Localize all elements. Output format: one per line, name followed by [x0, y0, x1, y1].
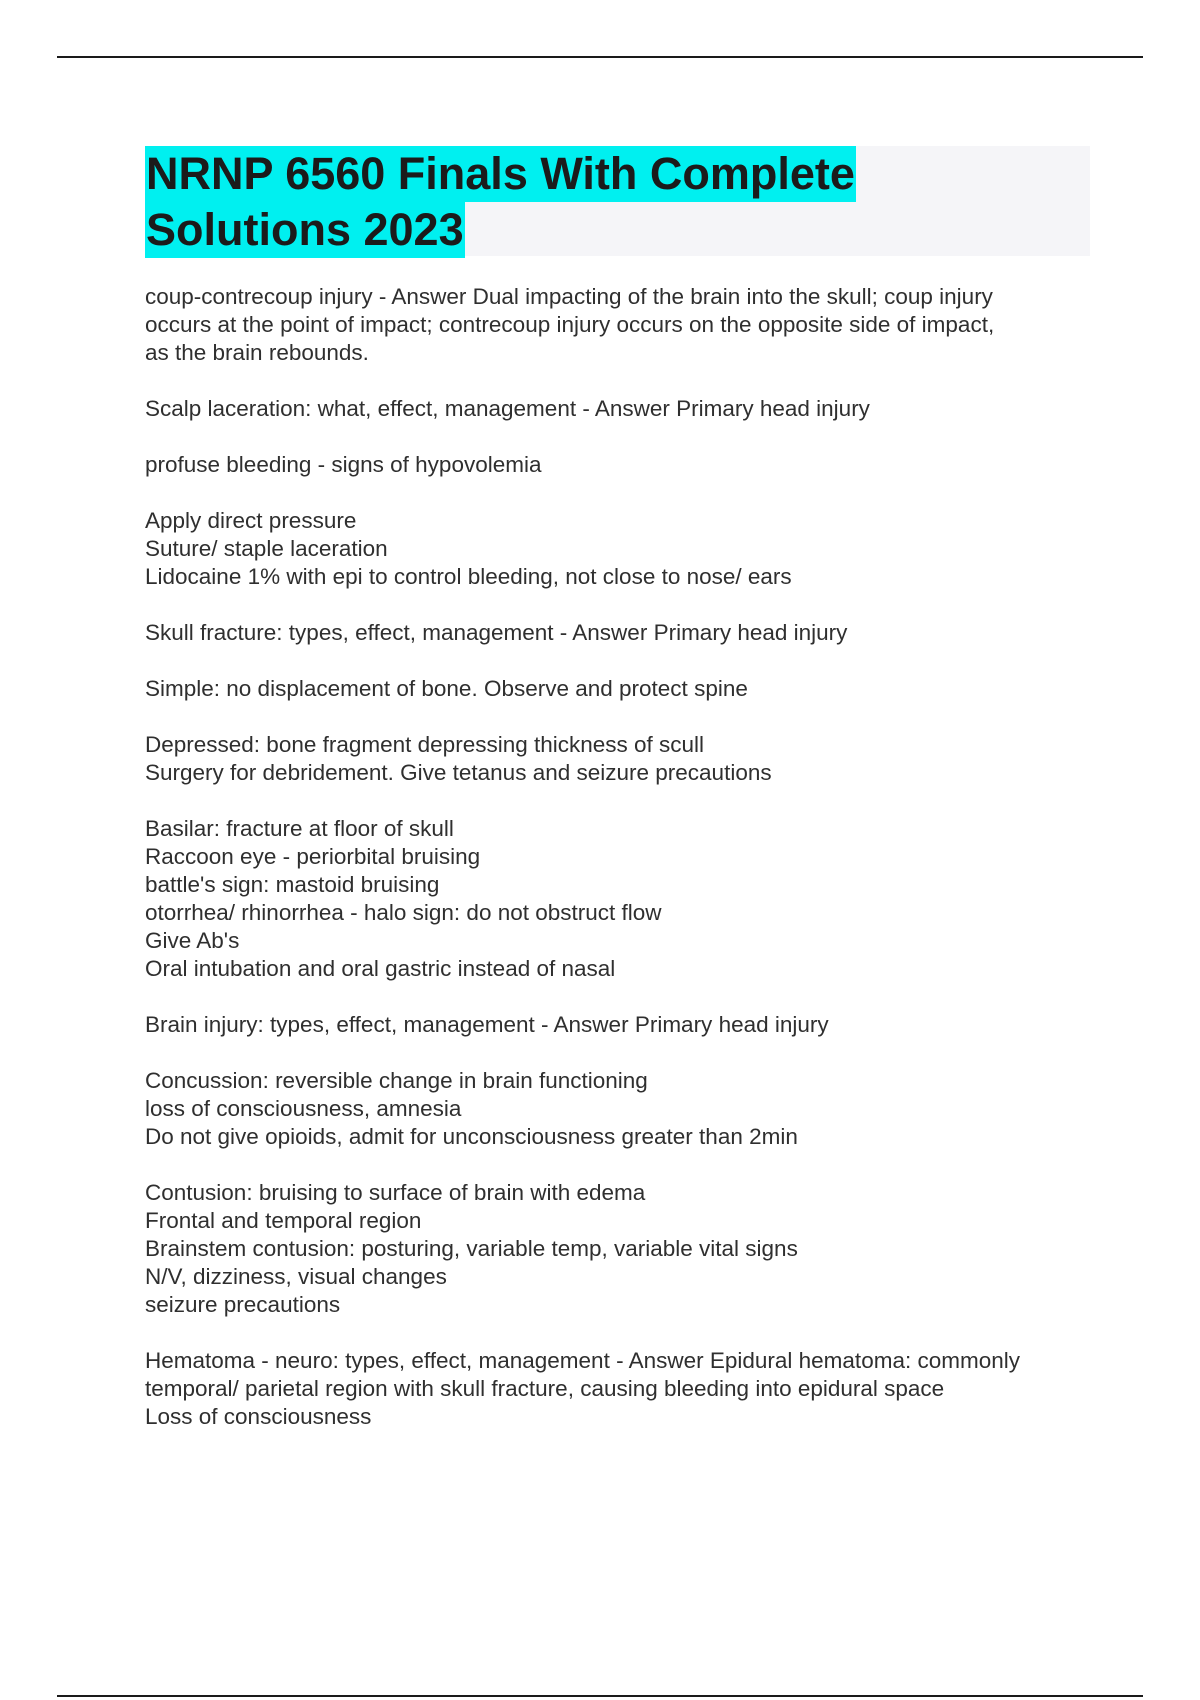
text-line: Apply direct pressure [145, 508, 357, 533]
paragraph [145, 395, 1105, 423]
paragraph [145, 675, 1105, 703]
paragraph [145, 283, 1105, 367]
text-line: temporal/ parietal region with skull fracture, causing bleeding into epidural space [145, 1376, 945, 1401]
paragraph [145, 1011, 1105, 1039]
text-line: Hematoma - neuro: types, effect, management - Answer Epidural hematoma: commonly [145, 1348, 1020, 1373]
paragraph [145, 1067, 1105, 1151]
title-line-2: Solutions 2023 [145, 202, 465, 258]
text-line: Lidocaine 1% with epi to control bleeding, not close to nose/ ears [145, 564, 792, 589]
text-line: loss of consciousness, amnesia [145, 1096, 462, 1121]
text-line: Raccoon eye - periorbital bruising [145, 844, 481, 869]
text-line: Oral intubation and oral gastric instead of nasal [145, 956, 616, 981]
text-line: N/V, dizziness, visual changes [145, 1264, 447, 1289]
paragraph [145, 451, 1105, 479]
text-line: Skull fracture: types, effect, management - Answer Primary head injury [145, 620, 848, 645]
bottom-rule [57, 1695, 1143, 1697]
text-line: occurs at the point of impact; contrecoup injury occurs on the opposite side of impact, [145, 312, 995, 337]
document-body [145, 283, 1105, 1459]
text-line: Concussion: reversible change in brain functioning [145, 1068, 648, 1093]
title-line-1: NRNP 6560 Finals With Complete [145, 146, 856, 202]
text-line: as the brain rebounds. [145, 340, 369, 365]
text-line: Simple: no displacement of bone. Observe and protect spine [145, 676, 748, 701]
text-line: Scalp laceration: what, effect, management - Answer Primary head injury [145, 396, 870, 421]
text-line: Contusion: bruising to surface of brain with edema [145, 1180, 646, 1205]
text-line: Give Ab's [145, 928, 240, 953]
paragraph [145, 507, 1105, 591]
text-line: Frontal and temporal region [145, 1208, 422, 1233]
text-line: battle's sign: mastoid bruising [145, 872, 440, 897]
text-line: profuse bleeding - signs of hypovolemia [145, 452, 542, 477]
text-line: Brainstem contusion: posturing, variable temp, variable vital signs [145, 1236, 798, 1261]
text-line: seizure precautions [145, 1292, 341, 1317]
text-line: Brain injury: types, effect, management - Answer Primary head injury [145, 1012, 829, 1037]
text-line: otorrhea/ rhinorrhea - halo sign: do not obstruct flow [145, 900, 662, 925]
text-line: Do not give opioids, admit for unconsciousness greater than 2min [145, 1124, 798, 1149]
title-block [145, 146, 1090, 256]
text-line: Loss of consciousness [145, 1404, 372, 1429]
document-title [145, 146, 1090, 258]
text-line: Surgery for debridement. Give tetanus and seizure precautions [145, 760, 772, 785]
top-rule [57, 56, 1143, 58]
paragraph [145, 731, 1105, 787]
paragraph [145, 619, 1105, 647]
text-line: Depressed: bone fragment depressing thickness of scull [145, 732, 705, 757]
text-line: Suture/ staple laceration [145, 536, 388, 561]
paragraph [145, 1347, 1105, 1431]
paragraph [145, 815, 1105, 983]
text-line: Basilar: fracture at floor of skull [145, 816, 454, 841]
paragraph [145, 1179, 1105, 1319]
text-line: coup-contrecoup injury - Answer Dual impacting of the brain into the skull; coup injury [145, 284, 993, 309]
